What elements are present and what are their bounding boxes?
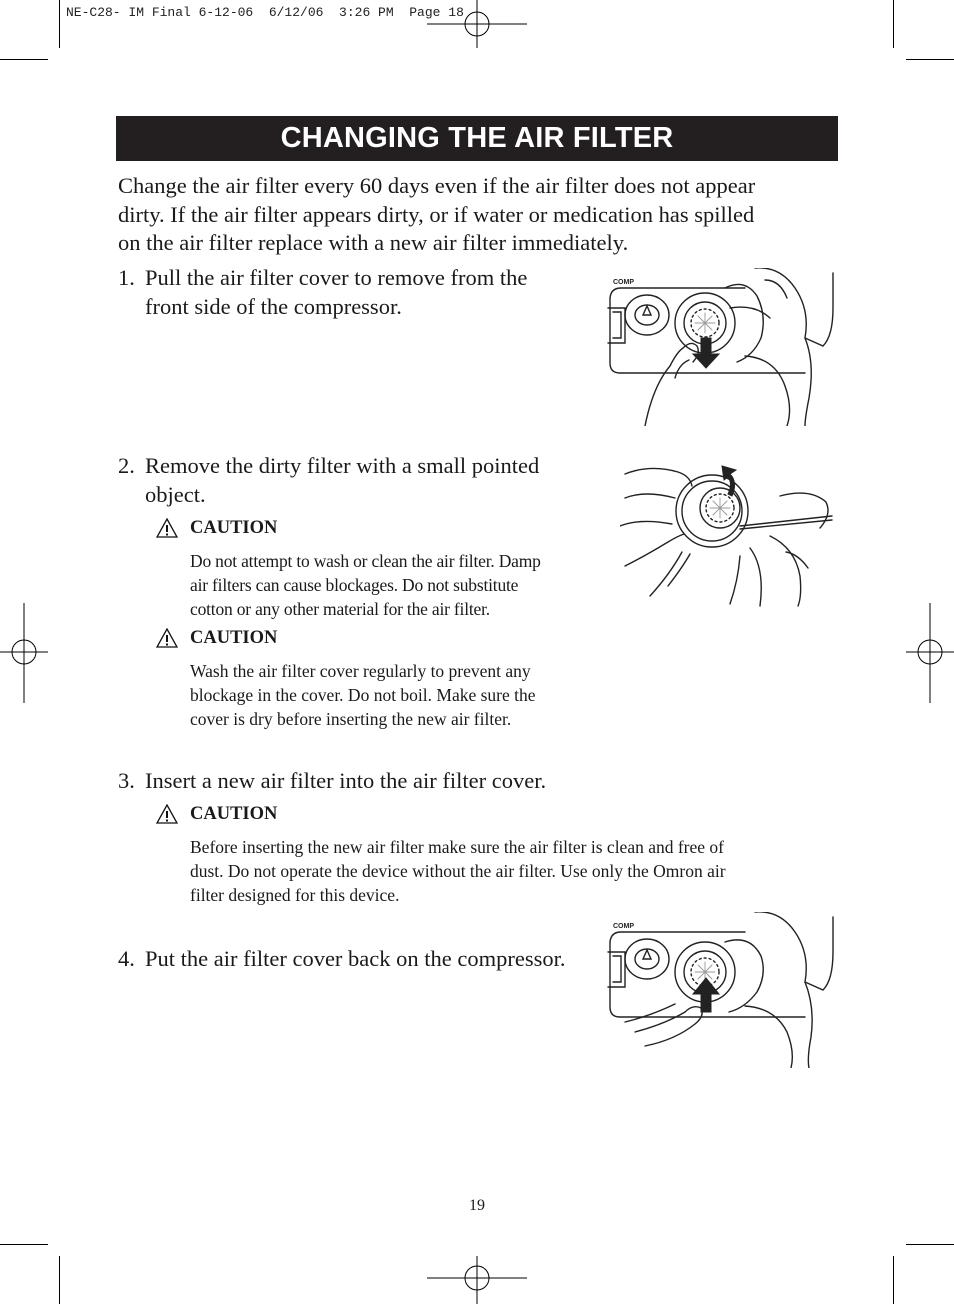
step-text-line: front side of the compressor.	[145, 293, 402, 319]
caution-text-line: filter designed for this device.	[190, 885, 400, 905]
printer-slug-line: NE-C28- IM Final 6-12-06 6/12/06 3:26 PM Page 18	[66, 5, 464, 20]
step-text-line: Put the air filter cover back on the compressor.	[145, 946, 566, 971]
step-number: 1.	[118, 265, 135, 290]
step-text-line: Insert a new air filter into the air filter cover.	[145, 768, 547, 793]
caution-text	[190, 549, 541, 621]
intro-line: on the air filter replace with a new air filter immediately.	[118, 230, 629, 255]
caution-text-line: cotton or any other material for the air filter.	[190, 599, 490, 619]
caution-text	[190, 659, 536, 731]
registration-mark-top-icon	[427, 0, 527, 48]
page-title: CHANGING THE AIR FILTER	[116, 116, 838, 161]
warning-triangle-icon	[156, 804, 178, 824]
step-number: 3.	[118, 768, 135, 793]
intro-line: Change the air filter every 60 days even if the air filter does not appear	[118, 173, 756, 198]
step-number: 2.	[118, 453, 135, 478]
caution-label: CAUTION	[190, 628, 278, 648]
intro-line: dirty. If the air filter appears dirty, or if water or medication has spilled	[118, 201, 755, 227]
step-number: 4.	[118, 946, 135, 971]
illustration-brand-label: COMP	[613, 279, 634, 286]
illustration-replace-filter-cover	[605, 912, 837, 1068]
caution-text-line: air filters can cause blockages. Do not substitute	[190, 575, 519, 595]
caution-label: CAUTION	[190, 518, 278, 538]
step-text-line: Pull the air filter cover to remove from the	[145, 265, 528, 290]
caution-label: CAUTION	[190, 804, 278, 824]
caution-text-line: Do not attempt to wash or clean the air filter. Damp	[190, 551, 541, 571]
intro-paragraph	[118, 172, 818, 258]
caution-text-line: Wash the air filter cover regularly to prevent any	[190, 661, 531, 681]
step-text-line: Remove the dirty filter with a small pointed	[145, 453, 540, 478]
illustration-brand-label: COMP	[613, 923, 634, 930]
page-number: 19	[469, 1197, 485, 1214]
illustration-remove-dirty-filter	[620, 456, 835, 608]
warning-triangle-icon	[156, 628, 178, 648]
registration-mark-bottom-icon	[427, 1256, 527, 1304]
registration-mark-right-icon	[906, 603, 954, 703]
illustration-remove-filter-cover	[605, 268, 837, 426]
caution-text-line: cover is dry before inserting the new air filter.	[190, 709, 512, 729]
caution-text-line: blockage in the cover. Do not boil. Make sure the	[190, 685, 536, 705]
registration-mark-left-icon	[0, 603, 48, 703]
caution-text	[190, 835, 830, 907]
caution-text-line: dust. Do not operate the device without the air filter. Use only the Omron air	[190, 861, 726, 881]
warning-triangle-icon	[156, 518, 178, 538]
caution-text-line: Before inserting the new air filter make sure the air filter is clean and free of	[190, 837, 724, 857]
step-text-line: object.	[145, 481, 206, 507]
